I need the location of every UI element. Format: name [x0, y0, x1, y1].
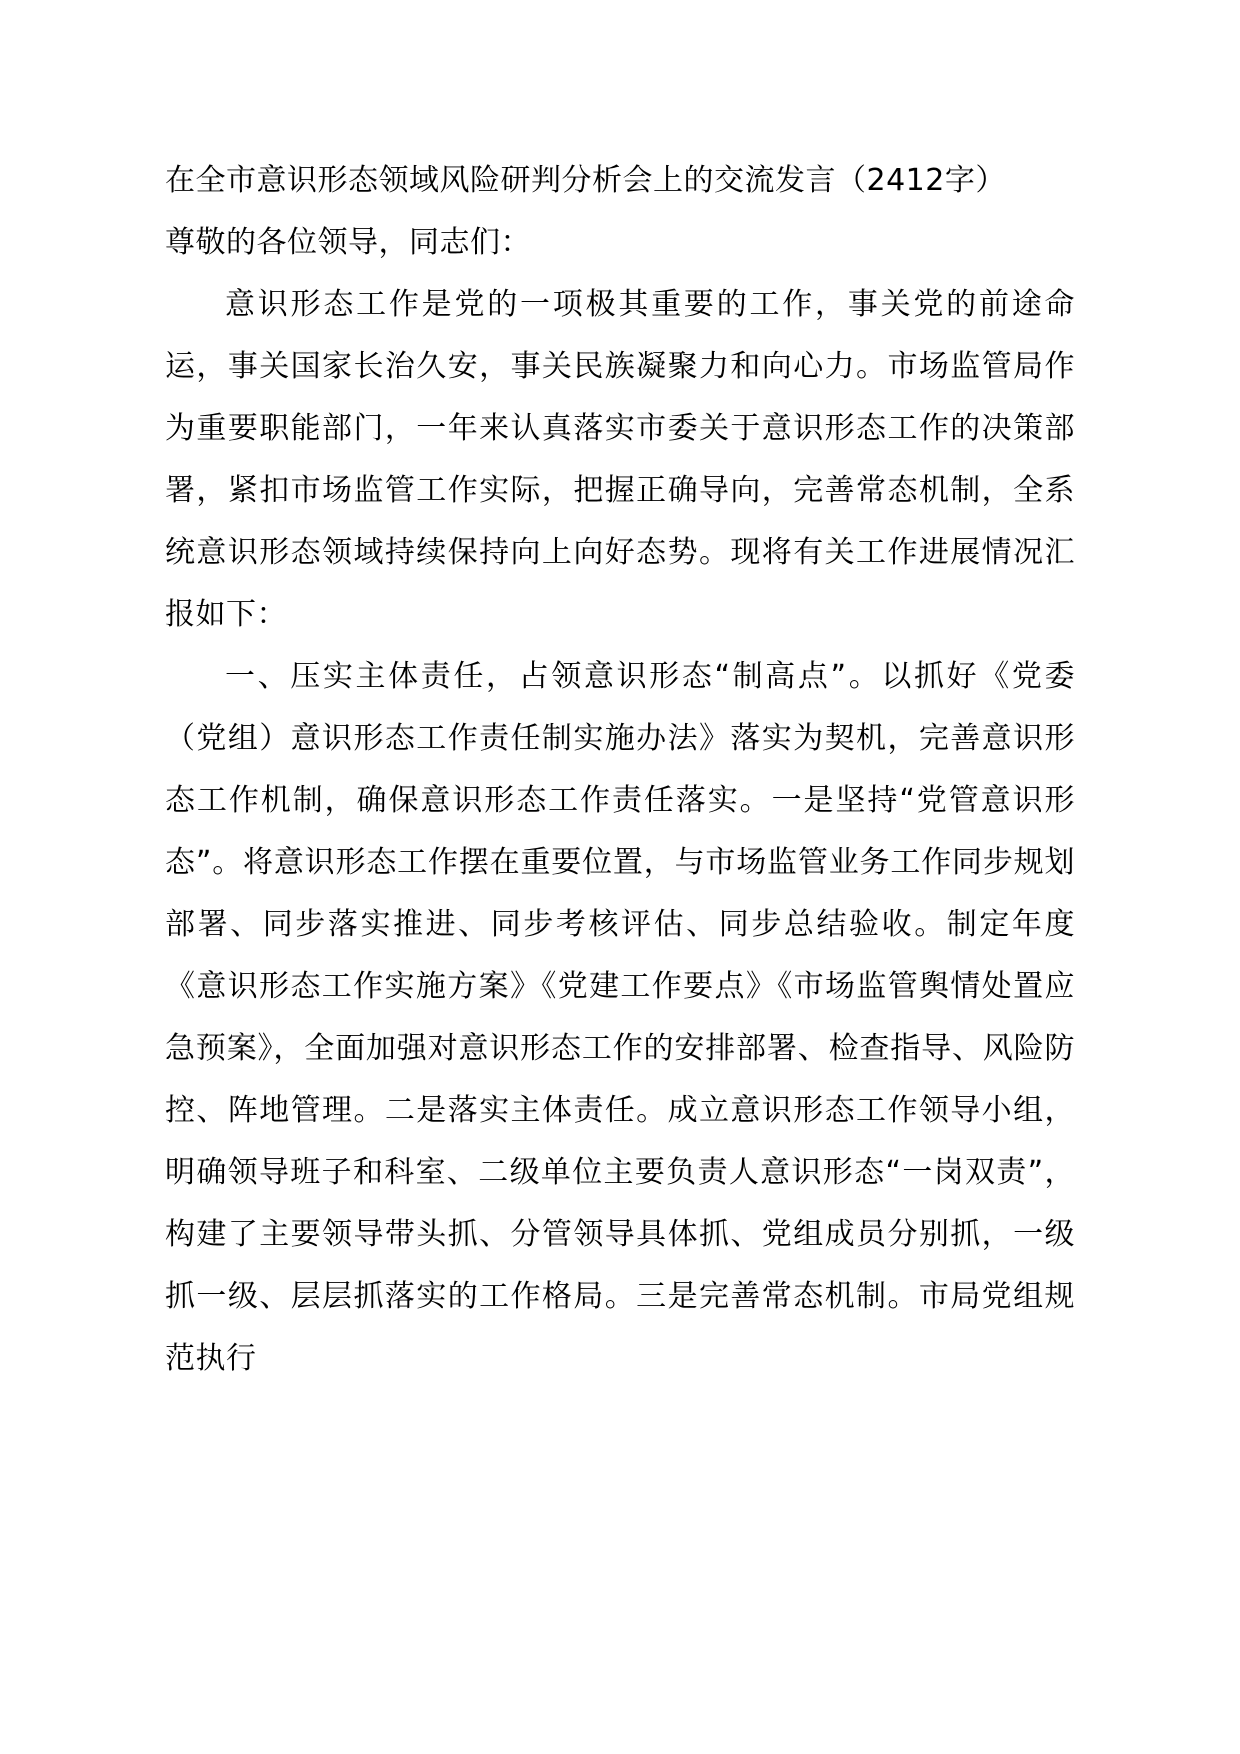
page-title: 在全市意识形态领域风险研判分析会上的交流发言（2412字） [165, 163, 1006, 198]
body-paragraph-1: 意识形态工作是党的一项极其重要的工作，事关党的前途命运，事关国家长治久安，事关民族凝聚力和向心力。市场监管局作为重要职能部门，一年来认真落实市委关于意识形态工作的决策部署，紧扣市场监管工作实际，把握正确导向，完善常态机制，全系统意识形态领域持续保持向上向好态势。现将有关工作进展情况汇报如下： [165, 287, 1075, 632]
salutation-line: 尊敬的各位领导，同志们： [165, 225, 531, 260]
body-paragraph-2: 一、压实主体责任，占领意识形态“制高点”。以抓好《党委（党组）意识形态工作责任制实施办法》落实为契机，完善意识形态工作机制，确保意识形态工作责任落实。一是坚持“党管意识形态”。将意识形态工作摆在重要位置，与市场监管业务工作同步规划部署、同步落实推进、同步考核评估、同步总结验收。制定年度《意识形态工作实施方案》《党建工作要点》《市场监管舆情处置应急预案》，全面加强对意识形态工作的安排部署、检查指导、风险防控、阵地管理。二是落实主体责任。成立意识形态工作领导小组，明确领导班子和科室、二级单位主要负责人意识形态“一岗双责”，构建了主要领导带头抓、分管领导具体抓、党组成员分别抓，一级抓一级、层层抓落实的工作格局。三是完善常态机制。市局党组规范执行 [165, 659, 1075, 1376]
